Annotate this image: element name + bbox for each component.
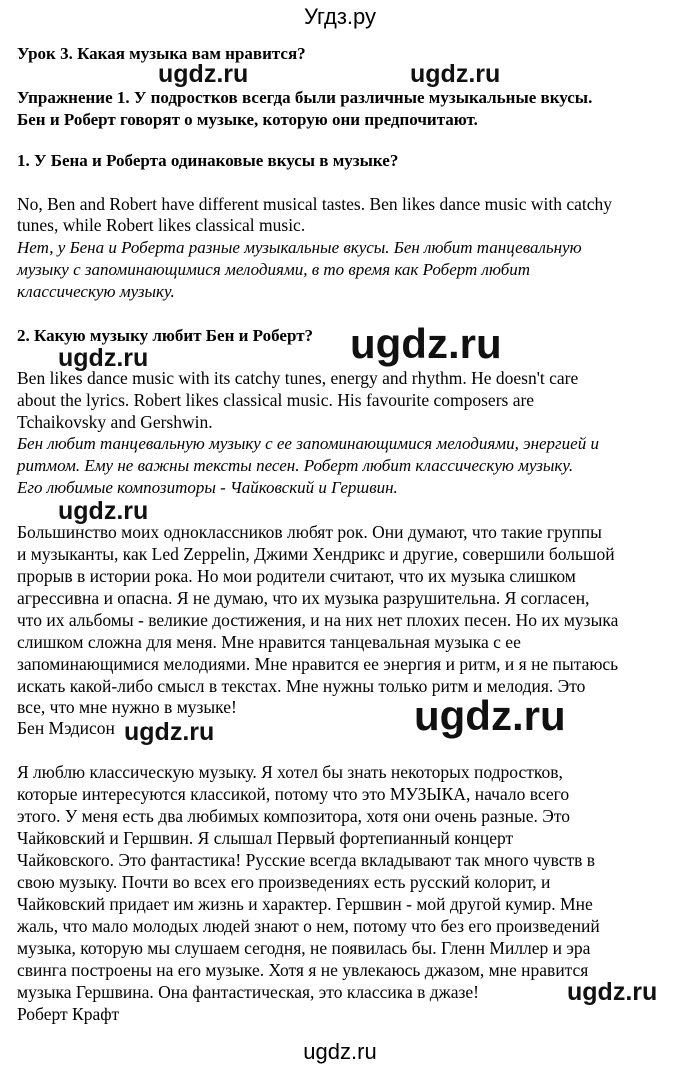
question-1: 1. У Бена и Роберта одинаковые вкусы в музыке? (17, 151, 399, 170)
ben-text-line: Большинство моих одноклассников любят рок. Они думают, что такие группы (17, 522, 602, 542)
lesson-title: Урок 3. Какая музыка вам нравится? (17, 44, 306, 63)
ben-text-line: прорыв в истории рока. Но мои родители считают, что их музыка слишком (17, 566, 576, 586)
site-footer: ugdz.ru (303, 1039, 377, 1064)
ben-text-line: искать какой-либо смысл в текстах. Мне нужны только ритм и мелодия. Это (17, 676, 586, 696)
robert-text-line: музыка, которую мы слушаем сегодня, не появилась бы. Гленн Миллер и эра (17, 938, 591, 958)
robert-text-line: жаль, что мало молодых людей знают о нем, потому что без его произведений (17, 916, 600, 936)
ben-text-line: что их альбомы - великие достижения, и на них нет плохих песен. Но их музыка (17, 610, 619, 630)
watermark: ugdz.ru (124, 718, 215, 746)
site-header: Угдз.ру (303, 4, 377, 29)
answer-2-en-line: Ben likes dance music with its catchy tunes, energy and rhythm. He doesn't care (17, 368, 579, 388)
watermark: ugdz.ru (58, 344, 149, 372)
answer-1-ru-line: музыку с запоминающимися мелодиями, в то время как Роберт любит (17, 260, 531, 279)
ben-text-line: все, что мне нужно в музыке! (17, 697, 237, 717)
answer-2-en-line: Tchaikovsky and Gershwin. (17, 412, 213, 432)
ben-signature: Бен Мэдисон (17, 718, 115, 738)
answer-1-ru-line: Нет, у Бена и Роберта разные музыкальные вкусы. Бен любит танцевальную (17, 238, 582, 257)
robert-text-line: этого. У меня есть два любимых композитора, хотя они очень разные. Это (17, 806, 571, 826)
robert-text-line: Я люблю классическую музыку. Я хотел бы знать некоторых подростков, (17, 762, 563, 782)
ben-text-line: и музыканты, как Led Zeppelin, Джими Хендрикс и другие, совершили большой (17, 544, 615, 564)
watermark: ugdz.ru (414, 692, 566, 739)
ben-text-line: агрессивна и опасна. Я не думаю, что их музыка разрушительна. Я согласен, (17, 588, 590, 608)
watermark: ugdz.ru (350, 320, 502, 367)
question-2: 2. Какую музыку любит Бен и Роберт? (17, 326, 314, 345)
ben-text-line: запоминающимися мелодиями. Мне нравится ее энергия и ритм, и я не пытаюсь (17, 654, 619, 674)
watermark: ugdz.ru (158, 60, 249, 88)
answer-2-en-line: about the lyrics. Robert likes classical music. His favourite composers are (17, 390, 535, 410)
watermark: ugdz.ru (410, 60, 501, 88)
answer-2-ru-line: ритмом. Ему не важны тексты песен. Роберт любит классическую музыку. (17, 456, 574, 475)
robert-text-line: Чайковский и Гершвин. Я слышал Первый фортепианный концерт (17, 828, 514, 848)
watermark: ugdz.ru (58, 497, 149, 525)
robert-text-line: музыка Гершвина. Она фантастическая, это классика в джазе! (17, 982, 480, 1002)
robert-text-line: Чайковского. Это фантастика! Русские всегда вкладывают так много чувств в (17, 850, 596, 870)
robert-text-line: которые интересуются классикой, потому что это МУЗЫКА, начало всего (17, 784, 570, 804)
robert-signature: Роберт Крафт (17, 1004, 120, 1024)
exercise-title-line: Бен и Роберт говорят о музыке, которую они предпочитают. (17, 110, 478, 129)
robert-text-line: свинга построены на его музыке. Хотя я не увлекаюсь джазом, мне нравится (17, 960, 589, 980)
answer-2-ru-line: Бен любит танцевальную музыку с ее запоминающимися мелодиями, энергией и (17, 434, 599, 453)
exercise-title-line: Упражнение 1. У подростков всегда были различные музыкальные вкусы. (17, 88, 593, 107)
robert-text-line: Чайковский придает им жизнь и характер. Гершвин - мой другой кумир. Мне (17, 894, 593, 914)
answer-1-en-line: tunes, while Robert likes classical music. (17, 215, 306, 235)
answer-1-ru-line: классическую музыку. (17, 282, 175, 301)
ben-text-line: слишком сложна для меня. Мне нравится танцевальная музыка с ее (17, 632, 521, 652)
answer-1-en-line: No, Ben and Robert have different musical tastes. Ben likes dance music with catchy (17, 194, 612, 214)
robert-text-line: свою музыку. Почти во всех его произведениях есть русский колорит, и (17, 872, 551, 892)
answer-2-ru-line: Его любимые композиторы - Чайковский и Гершвин. (17, 478, 398, 497)
watermark: ugdz.ru (567, 978, 658, 1006)
